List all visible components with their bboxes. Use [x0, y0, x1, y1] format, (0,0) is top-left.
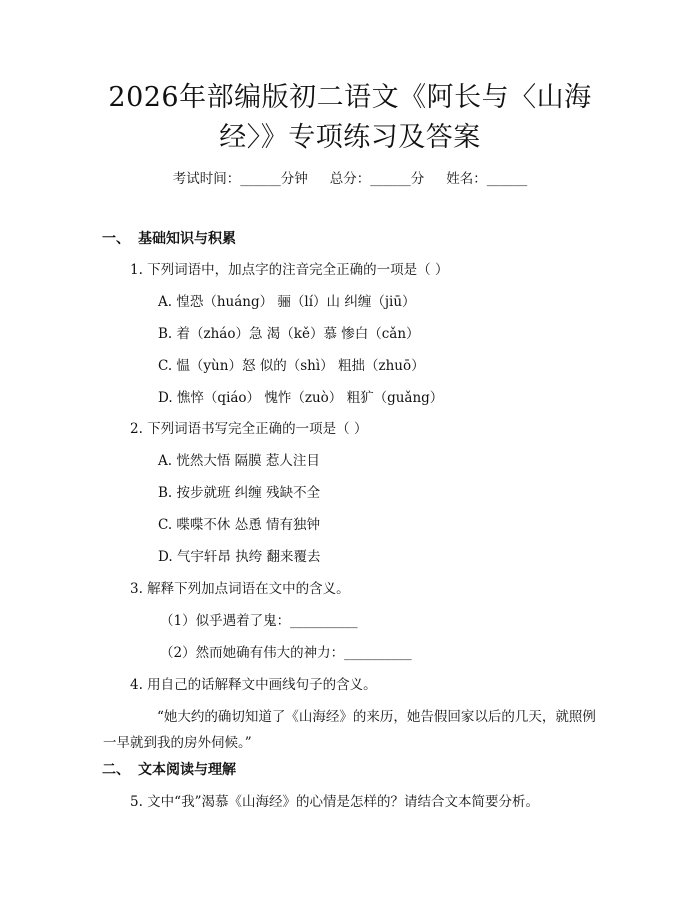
question-1-option-d: D. 憔悴（qiáo） 愧怍（zuò） 粗犷（guǎng）: [158, 390, 444, 406]
question-3-sub-2: （2）然而她确有伟大的神力：__________: [160, 645, 412, 661]
question-4-stem: 4. 用自己的话解释文中画线句子的含义。: [130, 677, 377, 693]
question-1-stem: 1. 下列词语中，加点字的注音完全正确的一项是（ ）: [130, 262, 449, 278]
exam-meta: [0, 170, 700, 188]
question-4-quote: “她大约的确切知道了《山海经》的来历，她告假回家以后的几天，就照例一早就到我的房外伺候。”: [103, 709, 596, 751]
section-2-number: 二、: [102, 762, 130, 778]
question-2-option-d: D. 气宇轩昂 执绔 翻来覆去: [158, 549, 321, 565]
section-1-heading: [102, 229, 236, 249]
question-3-stem: 3. 解释下列加点词语在文中的含义。: [130, 581, 350, 597]
section-2-label: 文本阅读与理解: [138, 762, 236, 778]
title-line-2: 经〉》专项练习及答案: [219, 122, 481, 153]
document-title: [100, 78, 600, 158]
exam-score: 总分：______分: [329, 171, 425, 187]
question-1-option-c: C. 愠（yùn）怒 似的（shì） 粗拙（zhuō）: [158, 358, 425, 374]
section-1-label: 基础知识与积累: [138, 231, 236, 247]
exam-name: 姓名：______: [446, 171, 528, 187]
section-2-heading: [102, 760, 236, 780]
question-2-option-c: C. 喋喋不休 怂恿 情有独钟: [158, 517, 321, 533]
exam-time: 考试时间：______分钟: [172, 171, 308, 187]
title-line-1: 2026年部编版初二语文《阿长与〈山海: [108, 82, 592, 113]
question-2-option-b: B. 按步就班 纠缠 残缺不全: [158, 485, 321, 501]
question-1-option-a: A. 惶恐（huáng） 骊（lí）山 纠缠（jiū）: [158, 294, 416, 310]
question-3-sub-1: （1）似乎遇着了鬼：__________: [160, 613, 358, 629]
section-1-number: 一、: [102, 231, 130, 247]
question-1-option-b: B. 着（zháo）急 渴（kě）慕 惨白（cǎn）: [158, 326, 420, 342]
question-5-stem: 5. 文中“我”渴慕《山海经》的心情是怎样的？请结合文本简要分析。: [130, 794, 539, 810]
question-2-stem: 2. 下列词语书写完全正确的一项是（ ）: [130, 421, 368, 437]
question-2-option-a: A. 恍然大悟 隔膜 惹人注目: [158, 453, 320, 469]
